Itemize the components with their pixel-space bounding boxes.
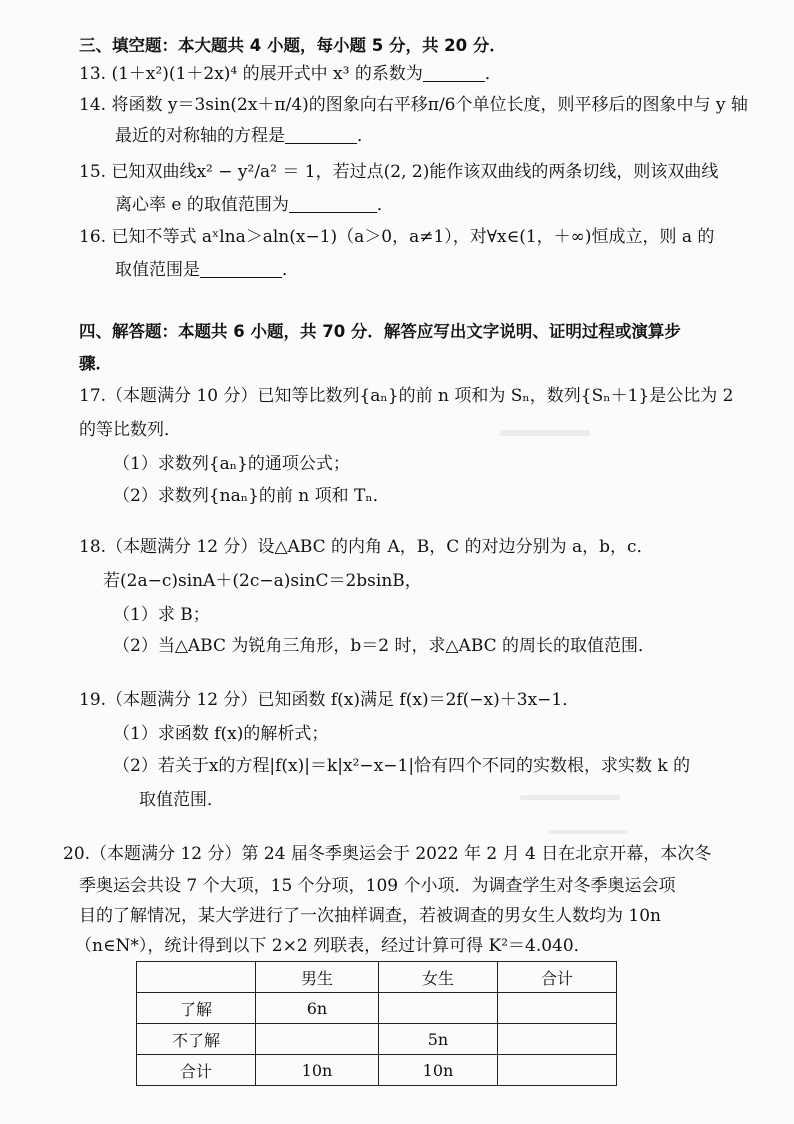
q13-end: ． xyxy=(484,64,502,84)
contingency-table xyxy=(136,961,617,1086)
q16-answer-blank[interactable] xyxy=(200,259,282,278)
table-cell: 10n xyxy=(256,1055,379,1086)
q14-number: 14. xyxy=(79,95,107,115)
table-cell: 5n xyxy=(379,1024,498,1055)
question-13 xyxy=(79,62,502,86)
table-header-cell: 合计 xyxy=(498,962,617,993)
scan-noise xyxy=(520,795,620,800)
table-cell: 了解 xyxy=(137,993,256,1024)
table-cell xyxy=(498,1024,617,1055)
question-16-line2 xyxy=(115,258,299,282)
q13-number: 13. xyxy=(79,64,107,84)
question-14-line2 xyxy=(115,124,374,148)
table-cell: 10n xyxy=(379,1055,498,1086)
q16-text-line2: 取值范围是 xyxy=(115,260,200,280)
table-cell xyxy=(256,1024,379,1055)
question-19-part2-line1: （2）若关于x的方程|f(x)|＝k|x²−x−1|恰有四个不同的实数根，求实数 k 的 xyxy=(113,756,691,776)
q13-text: (1＋x²)(1＋2x)⁴ 的展开式中 x³ 的系数为 xyxy=(111,64,423,84)
question-19-part2-line2: 取值范围． xyxy=(139,790,224,810)
scan-noise xyxy=(548,830,628,834)
question-15-line1 xyxy=(79,160,718,184)
section-4-title-line1: 四、解答题：本题共 6 小题，共 70 分．解答应写出文字说明、证明过程或演算步 xyxy=(79,322,681,341)
table-cell: 6n xyxy=(256,993,379,1024)
table-header-cell: 男生 xyxy=(256,962,379,993)
q15-number: 15. xyxy=(79,162,107,182)
question-17-part2: （2）求数列{naₙ}的前 n 项和 Tₙ． xyxy=(113,486,390,506)
question-17-line1: 17.（本题满分 10 分）已知等比数列{aₙ}的前 n 项和为 Sₙ，数列{Sₙ＋1}是公比为 2 xyxy=(79,386,734,406)
question-18-part1: （1）求 B； xyxy=(113,605,210,625)
q13-answer-blank[interactable] xyxy=(423,63,485,82)
table-row xyxy=(137,1055,617,1086)
table-cell xyxy=(379,993,498,1024)
q16-end: ． xyxy=(282,260,299,280)
q15-end: ． xyxy=(376,195,394,215)
q15-text-line2: 离心率 e 的取值范围为 xyxy=(115,195,289,215)
question-19-line1: 19.（本题满分 12 分）已知函数 f(x)满足 f(x)＝2f(−x)＋3x−1． xyxy=(79,690,580,710)
section-3-title: 三、填空题：本大题共 4 小题，每小题 5 分，共 20 分． xyxy=(79,36,506,55)
q14-text-line2: 最近的对称轴的方程是 xyxy=(115,126,285,146)
question-14-line1 xyxy=(79,93,748,117)
section-4-title-line2: 骤． xyxy=(79,354,112,373)
question-15-line2 xyxy=(115,193,394,217)
q14-text-line1: 将函数 y＝3sin(2x＋π/4)的图象向右平移π/6个单位长度，则平移后的图象中与 y 轴 xyxy=(111,95,748,115)
table-cell xyxy=(498,993,617,1024)
question-17-line2: 的等比数列． xyxy=(79,420,181,440)
question-18-line1: 18.（本题满分 12 分）设△ABC 的内角 A，B，C 的对边分别为 a，b，c． xyxy=(79,537,654,557)
q14-end: ． xyxy=(357,126,374,146)
question-20-line1: 20.（本题满分 12 分）第 24 届冬季奥运会于 2022 年 2 月 4 日在北京开幕，本次冬 xyxy=(63,844,712,864)
question-19-part1: （1）求函数 f(x)的解析式； xyxy=(113,724,329,744)
scan-noise xyxy=(500,430,590,436)
q16-text-line1: 已知不等式 aˣlna＞aln(x−1)（a＞0，a≠1），对∀x∈(1，＋∞)恒成立，则 a 的 xyxy=(111,227,715,247)
q15-answer-blank[interactable] xyxy=(289,194,377,213)
question-16-line1 xyxy=(79,225,714,249)
table-header-cell: 女生 xyxy=(379,962,498,993)
question-20-line4: （n∈N*），统计得到以下 2×2 列联表，经过计算可得 K²＝4.040． xyxy=(75,936,591,956)
table-header-row xyxy=(137,962,617,993)
question-18-part2: （2）当△ABC 为锐角三角形，b＝2 时，求△ABC 的周长的取值范围． xyxy=(113,636,656,656)
question-20-line2: 季奥运会共设 7 个大项，15 个分项，109 个小项．为调查学生对冬季奥运会项 xyxy=(79,876,676,896)
q15-text-line1: 已知双曲线x² − y²/a² ＝ 1，若过点(2, 2)能作该双曲线的两条切线，则该双曲线 xyxy=(111,162,719,182)
table-cell: 合计 xyxy=(137,1055,256,1086)
q16-number: 16. xyxy=(79,227,107,247)
table-cell: 不了解 xyxy=(137,1024,256,1055)
question-17-part1: （1）求数列{aₙ}的通项公式； xyxy=(113,454,350,474)
question-18-line2: 若(2a−c)sinA＋(2c−a)sinC＝2bsinB， xyxy=(103,571,422,591)
q14-answer-blank[interactable] xyxy=(285,125,357,144)
table-row xyxy=(137,1024,617,1055)
table-header-cell xyxy=(137,962,256,993)
question-20-line3: 目的了解情况，某大学进行了一次抽样调查，若被调查的男女生人数均为 10n xyxy=(79,906,661,926)
table-row xyxy=(137,993,617,1024)
table-cell xyxy=(498,1055,617,1086)
